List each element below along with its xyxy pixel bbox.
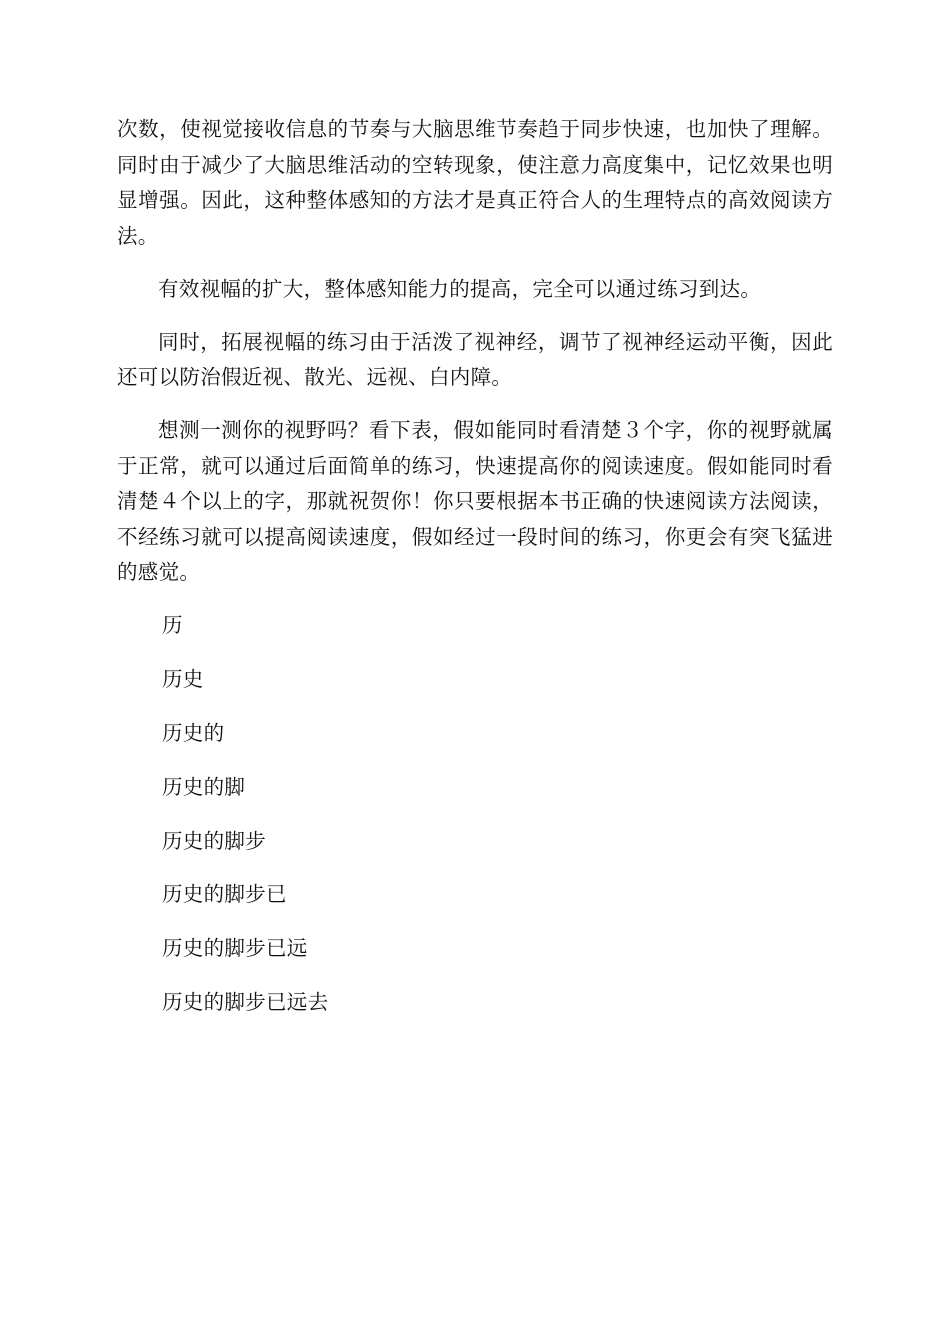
vision-test-item: 历史的脚 — [162, 774, 246, 799]
paragraph-eye-health: 同时，拓展视幅的练习由于活泼了视神经，调节了视神经运动平衡，因此还可以防治假近视、散光、远视、白内障。 — [117, 329, 833, 389]
vision-test-item: 历史 — [162, 666, 204, 691]
vision-test-item: 历史的脚步 — [162, 828, 266, 853]
vision-test-item: 历史的脚步已 — [162, 882, 287, 907]
document-page — [117, 112, 833, 1021]
vision-test-item: 历史的脚步已远去 — [162, 990, 329, 1015]
vision-test-list — [117, 608, 833, 1021]
vision-test-item: 历史的脚步已远 — [162, 936, 308, 961]
paragraph-vision-test: 想测一测你的视野吗？看下表，假如能同时看清楚３个字，你的视野就属于正常，就可以通过后面简单的练习，快速提高你的阅读速度。假如能同时看清楚４个以上的字，那就祝贺你！你只要根据本书正确的快速阅读方法阅读，不经练习就可以提高阅读速度，假如经过一段时间的练习，你更会有突飞猛进的感觉。 — [117, 418, 833, 584]
paragraph-continuation: 次数，使视觉接收信息的节奏与大脑思维节奏趋于同步快速，也加快了理解。同时由于减少了大脑思维活动的空转现象，使注意力高度集中，记忆效果也明显增强。因此，这种整体感知的方法才是真正符合人的生理特点的高效阅读方法。 — [117, 117, 833, 248]
vision-test-item: 历 — [162, 613, 183, 637]
vision-test-item: 历史的 — [162, 720, 225, 745]
paragraph-visual-span: 有效视幅的扩大，整体感知能力的提高，完全可以通过练习到达。 — [158, 276, 762, 301]
